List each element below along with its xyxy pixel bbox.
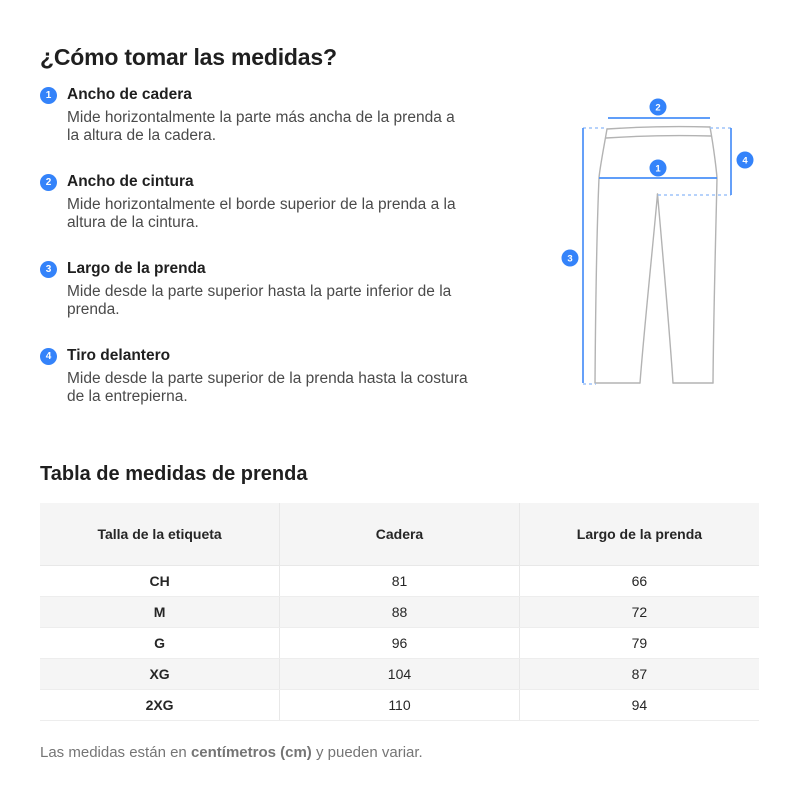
footer-suffix: y pueden variar. (311, 744, 423, 761)
instruction-description (67, 109, 455, 145)
marker-4 (737, 152, 754, 169)
instruction-content (67, 86, 455, 145)
table-row-ch (40, 566, 759, 597)
length-cell: 66 (519, 566, 759, 597)
hip-cell: 81 (280, 566, 520, 597)
step-2-badge: 2 (40, 174, 57, 191)
instruction-item-hip-width (40, 86, 520, 145)
instruction-item-garment-length (40, 260, 520, 319)
footer-units: centímetros (cm) (190, 744, 312, 761)
size-cell: XG (40, 659, 280, 690)
step-1-badge: 1 (40, 87, 57, 104)
instruction-title: Largo de la prenda (67, 260, 206, 277)
description-line: Mide desde la parte superior de la prenda hasta la costura (67, 370, 468, 387)
description-line: prenda. (67, 301, 120, 318)
instruction-content (67, 260, 451, 319)
hip-cell: 104 (280, 659, 520, 690)
step-3-badge: 3 (40, 261, 57, 278)
measurement-lines (583, 118, 731, 383)
table-row-2xg (40, 690, 759, 721)
hip-cell: 96 (280, 628, 520, 659)
description-line: altura de la cintura. (67, 214, 199, 231)
svg-text:4: 4 (742, 155, 748, 167)
svg-text:1: 1 (655, 163, 661, 175)
size-table (40, 503, 759, 721)
length-cell: 79 (519, 628, 759, 659)
table-row-xg (40, 659, 759, 690)
description-line: Mide horizontalmente la parte más ancha de la prenda a (67, 109, 455, 126)
column-header-hip: Cadera (280, 503, 520, 566)
table-row-m (40, 597, 759, 628)
marker-2 (650, 99, 667, 116)
column-header-size: Talla de la etiqueta (40, 503, 280, 566)
instruction-description (67, 283, 451, 319)
instruction-description (67, 196, 456, 232)
hip-cell: 110 (280, 690, 520, 721)
instruction-content (67, 347, 468, 406)
size-table-container (40, 503, 759, 721)
pants-measurement-diagram (555, 85, 770, 405)
description-line: Mide horizontalmente el borde superior de la prenda a la (67, 196, 456, 213)
footer-prefix: Las medidas están en (40, 744, 191, 761)
table-row-g (40, 628, 759, 659)
size-cell: 2XG (40, 690, 280, 721)
marker-3 (562, 250, 579, 267)
description-line: de la entrepierna. (67, 388, 188, 405)
description-line: Mide desde la parte superior hasta la parte inferior de la (67, 283, 452, 300)
table-header-row (40, 503, 759, 566)
length-cell: 87 (519, 659, 759, 690)
description-line: la altura de la cadera. (67, 127, 217, 144)
instruction-content (67, 173, 456, 232)
instruction-title: Ancho de cadera (67, 86, 192, 103)
instruction-item-front-rise (40, 347, 520, 406)
length-cell: 94 (519, 690, 759, 721)
instruction-title: Tiro delantero (67, 347, 171, 364)
length-cell: 72 (519, 597, 759, 628)
svg-text:3: 3 (567, 253, 573, 265)
instruction-title: Ancho de cintura (67, 173, 194, 190)
column-header-length: Largo de la prenda (519, 503, 759, 566)
table-section-title: Tabla de medidas de prenda (40, 462, 308, 485)
step-4-badge: 4 (40, 348, 57, 365)
hip-cell: 88 (280, 597, 520, 628)
instruction-description (67, 370, 468, 406)
size-cell: M (40, 597, 280, 628)
svg-text:2: 2 (655, 102, 661, 114)
page-title: ¿Cómo tomar las medidas? (40, 44, 337, 71)
instructions-list (40, 86, 520, 406)
marker-1 (650, 160, 667, 177)
pants-diagram-svg (555, 85, 770, 405)
footer-note (40, 744, 423, 761)
size-cell: G (40, 628, 280, 659)
instruction-item-waist-width (40, 173, 520, 232)
size-cell: CH (40, 566, 280, 597)
